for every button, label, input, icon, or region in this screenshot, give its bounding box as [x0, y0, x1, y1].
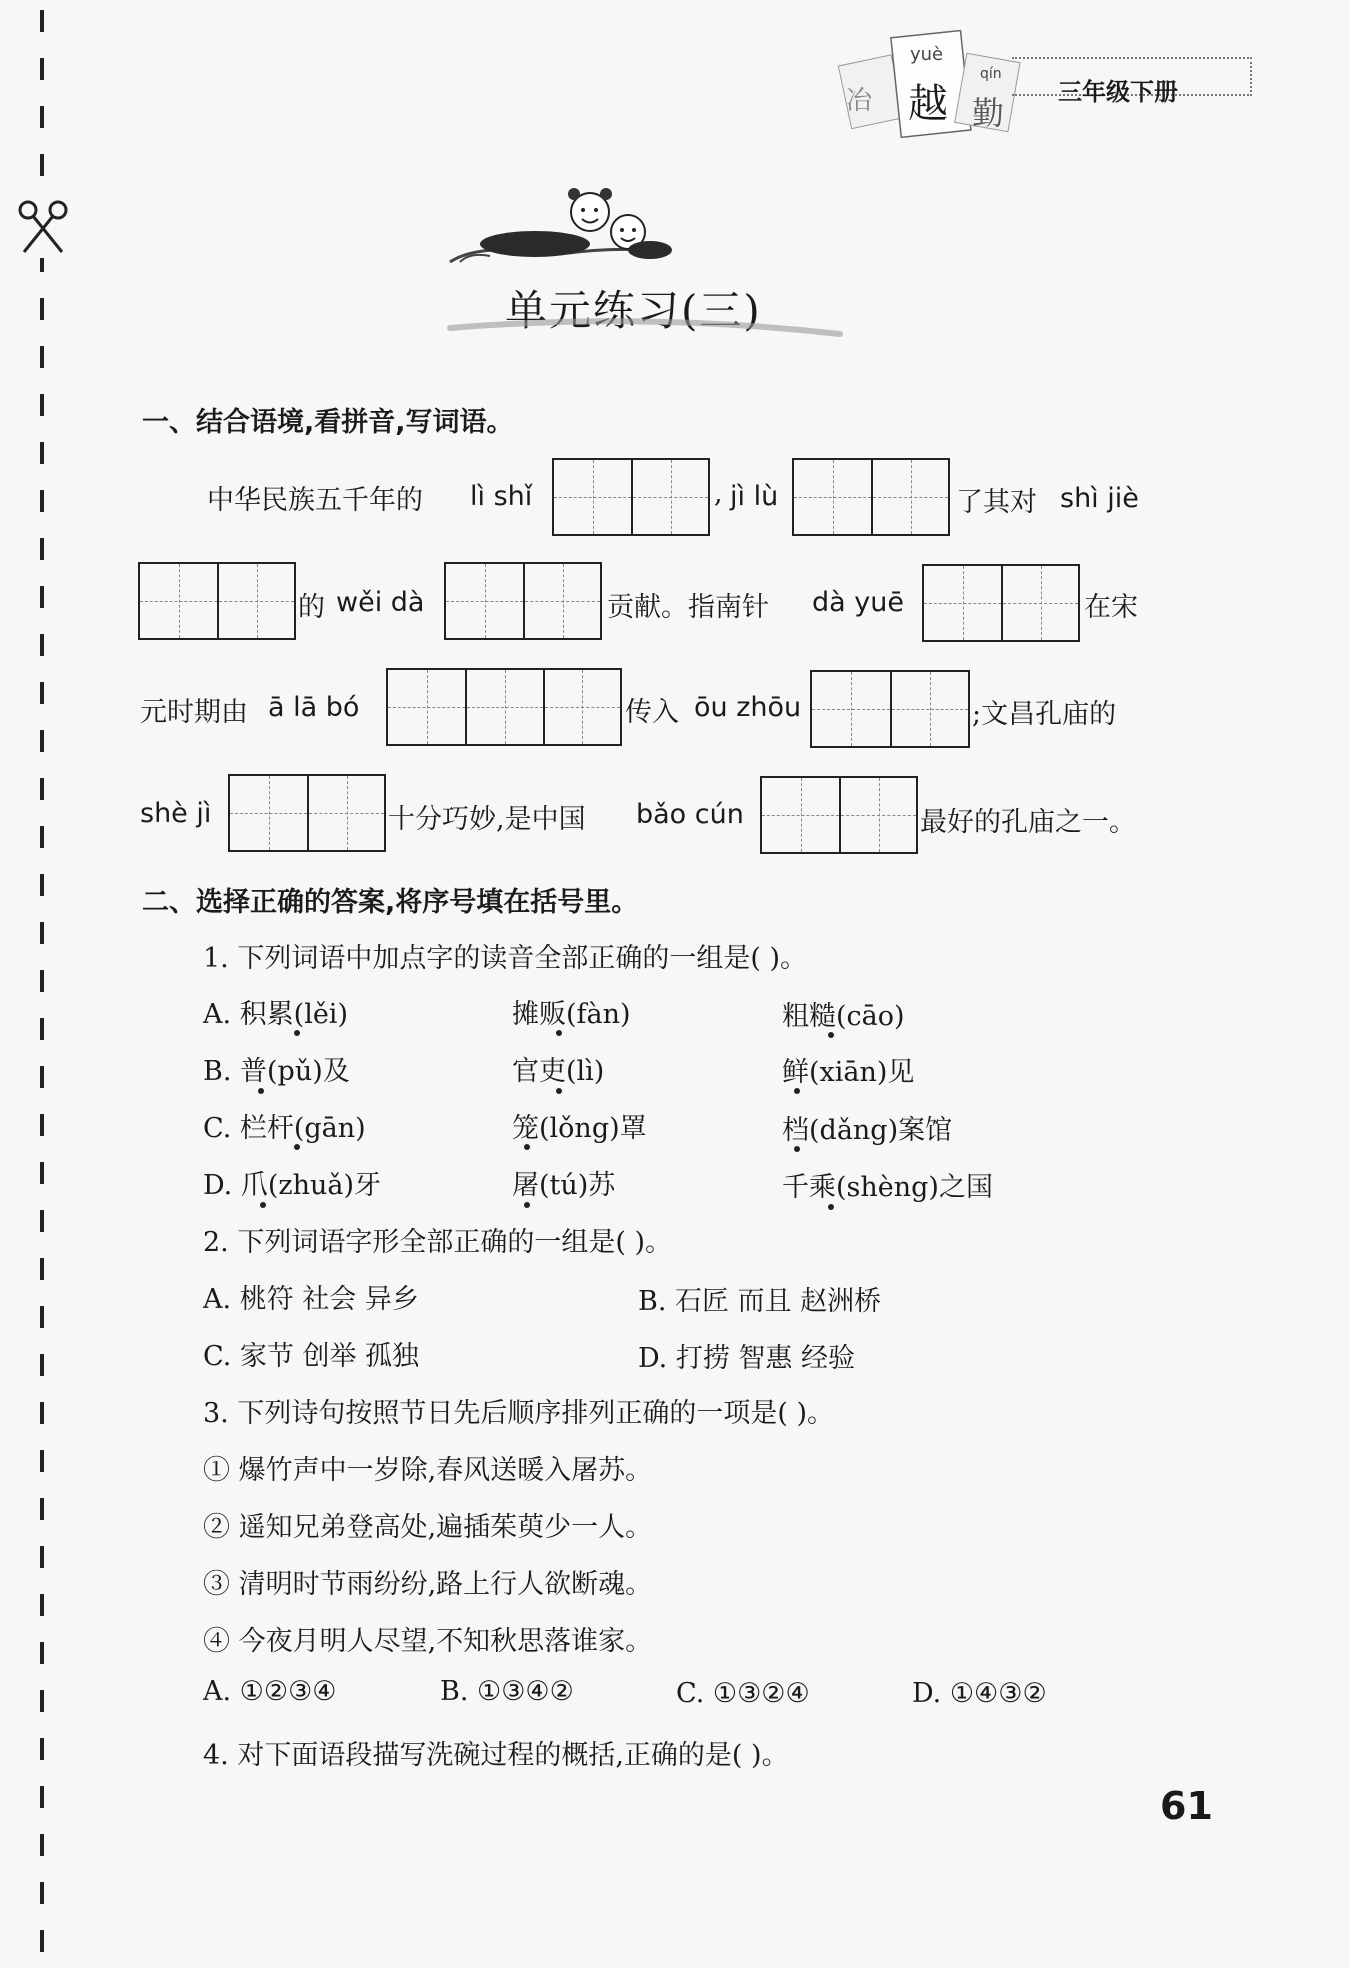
q1-option-c2: 笼(lǒng)罩: [512, 1113, 647, 1144]
q3-poem-2: ② 遥知兄弟登高处,遍插茱萸少一人。: [203, 1512, 653, 1543]
emphasis-dot: [524, 1144, 530, 1150]
s1-line2-text3: 在宋: [1084, 592, 1138, 623]
logo-char-3: 勤: [972, 94, 1005, 132]
emphasis-dot: [794, 1088, 800, 1094]
q2-option-b: B. 石匠 而且 赵洲桥: [638, 1286, 882, 1317]
q2-stem: 2. 下列词语字形全部正确的一组是( )。: [203, 1227, 672, 1258]
answer-box-ouzhou[interactable]: [810, 670, 970, 748]
emphasis-dot: [794, 1146, 800, 1152]
s1-line3-pinyin1: ā lā bó: [268, 692, 360, 723]
answer-box-shijie[interactable]: [138, 562, 296, 640]
logo-char-1: 冶: [846, 86, 873, 116]
emphasis-dot: [294, 1030, 300, 1036]
page-title: 单元练习(三): [505, 286, 762, 335]
q1-option-b1: B. 普(pǔ)及: [203, 1056, 350, 1087]
s1-line1-pinyin2: jì lù: [730, 481, 779, 512]
s1-line1-text2: ,: [714, 478, 723, 509]
emphasis-dot: [828, 1032, 834, 1038]
q1-option-d2: 屠(tú)苏: [512, 1170, 616, 1201]
section2-heading: 二、选择正确的答案,将序号填在括号里。: [142, 887, 639, 918]
s1-line1-pinyin1: lì shǐ: [470, 481, 533, 512]
title-swoosh: [445, 300, 845, 340]
q2-option-a: A. 桃符 社会 异乡: [203, 1284, 419, 1315]
s1-line2-text2: 贡献。指南针: [607, 592, 769, 623]
q2-option-c: C. 家节 创举 孤独: [203, 1341, 420, 1372]
s1-line4-text1: 十分巧妙,是中国: [388, 804, 586, 835]
s1-line4-pinyin1: shè jì: [140, 798, 212, 829]
title-illustration: [440, 182, 680, 282]
emphasis-dot: [258, 1088, 264, 1094]
cut-line: [40, 10, 44, 1960]
emphasis-dot: [294, 1144, 300, 1150]
q1-option-b3: 鲜(xiān)见: [782, 1057, 915, 1088]
q1-option-a2: 摊贩(fàn): [512, 999, 631, 1030]
emphasis-dot: [556, 1030, 562, 1036]
q1-option-d3: 千乘(shèng)之国: [782, 1172, 993, 1203]
logo-pinyin-1: yuè: [910, 44, 944, 65]
answer-box-sheji[interactable]: [228, 774, 386, 852]
s1-line3-pinyin2: ōu zhōu: [694, 692, 802, 723]
logo-pinyin-2: qín: [980, 66, 1002, 82]
q3-option-d: D. ①④③②: [912, 1678, 1047, 1709]
answer-box-lishi[interactable]: [552, 458, 710, 536]
emphasis-dot: [556, 1088, 562, 1094]
q3-poem-4: ④ 今夜月明人尽望,不知秋思落谁家。: [203, 1626, 653, 1657]
answer-box-dayue[interactable]: [922, 564, 1080, 642]
q2-option-d: D. 打捞 智惠 经验: [638, 1343, 856, 1374]
emphasis-dot: [524, 1202, 530, 1208]
s1-line3-text1: 元时期由: [140, 697, 248, 728]
emphasis-dot: [828, 1204, 834, 1210]
answer-box-alabo[interactable]: [386, 668, 622, 746]
s1-line1-text3: 了其对: [956, 487, 1037, 518]
s1-line2-text1: 的: [298, 592, 325, 623]
section1-heading: 一、结合语境,看拼音,写词语。: [142, 407, 514, 438]
s1-line2-pinyin2: dà yuē: [812, 587, 904, 618]
q1-option-c3: 档(dǎng)案馆: [782, 1115, 953, 1146]
q1-option-a1: A. 积累(lěi): [203, 999, 348, 1030]
emphasis-dot: [260, 1202, 266, 1208]
q1-option-c1: C. 栏杆(gān): [203, 1113, 366, 1144]
s1-line2-pinyin1: wěi dà: [336, 587, 425, 618]
s1-line3-text2: 传入: [625, 697, 679, 728]
q3-poem-1: ① 爆竹声中一岁除,春风送暖入屠苏。: [203, 1455, 653, 1486]
q3-poem-3: ③ 清明时节雨纷纷,路上行人欲断魂。: [203, 1569, 653, 1600]
q4-stem: 4. 对下面语段描写洗碗过程的概括,正确的是( )。: [203, 1740, 789, 1771]
q1-stem: 1. 下列词语中加点字的读音全部正确的一组是( )。: [203, 943, 807, 974]
q1-option-a3: 粗糙(cāo): [782, 1001, 905, 1032]
answer-box-jilu[interactable]: [792, 458, 950, 536]
answer-box-baocun[interactable]: [760, 776, 918, 854]
s1-line3-text3: ;文昌孔庙的: [972, 699, 1117, 730]
s1-line4-pinyin2: bǎo cún: [636, 799, 744, 830]
answer-box-weida[interactable]: [444, 562, 602, 640]
q1-option-b2: 官吏(lì): [512, 1056, 605, 1087]
q3-option-a: A. ①②③④: [203, 1676, 337, 1707]
s1-line1-pinyin3: shì jiè: [1060, 483, 1139, 514]
header-logo: [830, 20, 1030, 150]
s1-line1-text1: 中华民族五千年的: [207, 485, 423, 516]
page-number: 61: [1160, 1784, 1213, 1828]
q3-option-b: B. ①③④②: [440, 1676, 574, 1707]
q3-option-c: C. ①③②④: [676, 1678, 810, 1709]
q1-option-d1: D. 爪(zhuǎ)牙: [203, 1170, 382, 1201]
scissors-icon: [16, 198, 70, 258]
logo-char-2: 越: [908, 81, 948, 127]
grade-label: 三年级下册: [1058, 78, 1178, 106]
s1-line4-text2: 最好的孔庙之一。: [920, 807, 1136, 838]
q3-stem: 3. 下列诗句按照节日先后顺序排列正确的一项是( )。: [203, 1398, 834, 1429]
